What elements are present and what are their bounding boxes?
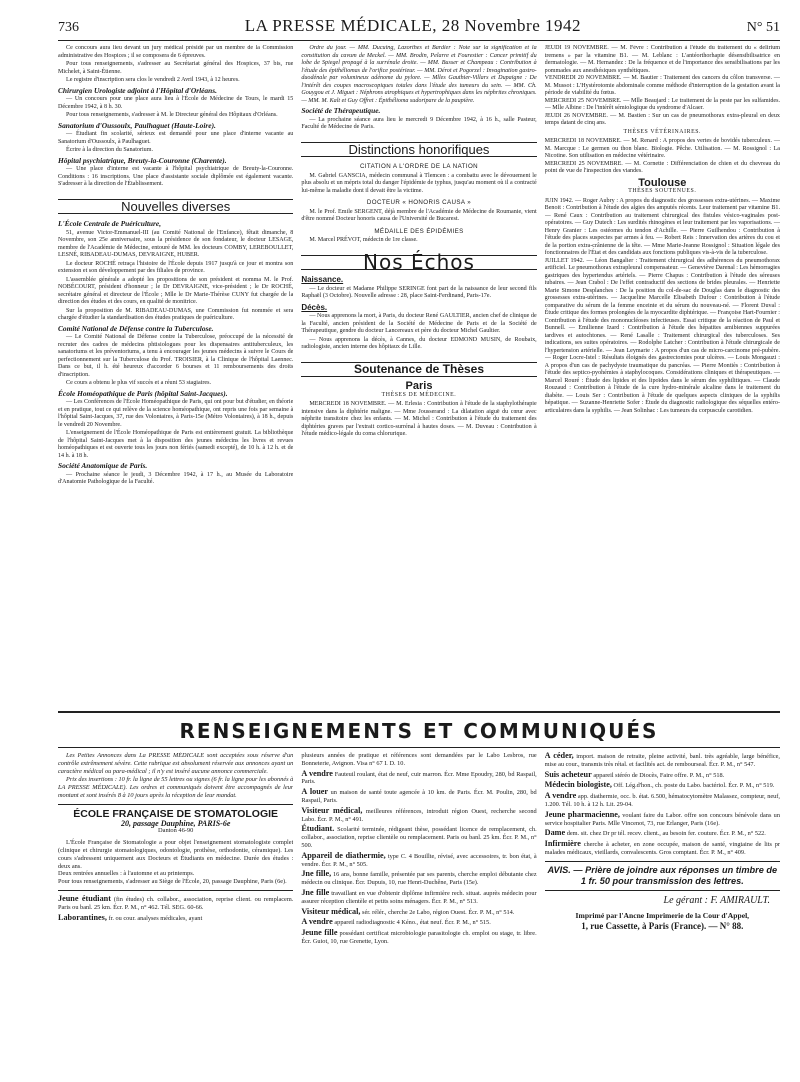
ad-text: (fin études) ch. collabor., association, reprise client. ou remplacem. Paris ou banl. 25 km. Écr. P. M., n° 462. Tél. SEG. 60-66.: [58, 895, 294, 911]
avis-notice: AVIS. — Prière de joindre aux réponses un timbre de 1 fr. 50 pour transmission des lettres.: [545, 861, 780, 891]
paragraph: — Une place d'interne est vacante à l'hôpital psychiatrique de Breuty-la-Couronne. Conditions : 16 inscriptions. Une place d'assistante sociale diplômée est également vacante. S'adresser à la direction de l'Établissement.: [58, 166, 294, 187]
ad-text: voulant faire du Labor. offre son concours bénévole dans un service hospitalier Paris. Mlle Vincenot, 73, rue Erlanger, Paris (16e).: [544, 811, 780, 827]
ad-text: type C. 4 Bouillte, révisé, avec accessoires, tr. bon état, à vendre. Écr. P. M., n° 505.: [301, 852, 537, 868]
ad-item: [301, 918, 536, 927]
ecole-phone: Danton 46-90: [158, 827, 194, 835]
ads-column-1: [58, 752, 293, 1070]
column-3: [545, 45, 780, 707]
toulouse-heading: Toulouse: [638, 176, 687, 189]
ad-head: Infirmière: [544, 839, 581, 849]
ad-item: [301, 908, 536, 917]
ad-head: A louer: [301, 787, 329, 797]
ad-head: Jeune étudiant: [58, 893, 111, 903]
news-title: Société Anatomique de Paris.: [58, 461, 148, 470]
ad-text: Scolarité terminée, rédigeant thèse, possédant licence de remplacement, ch. collabor., association, reprise clientèle ou remplacement. Paris ou banl. 25 km. Écr. P. M., n° 500.: [301, 826, 537, 849]
ad-text: sér. rélér., cherche 2e Labo, région Ouest. Écr. P. M., n° 514.: [362, 908, 515, 916]
ad-head: A vendre: [301, 917, 333, 927]
paragraph: Pour tous renseignements, s'adresser à M. le Directeur général des Hôpitaux d'Orléans.: [66, 112, 278, 118]
ad-text: app. diathermie, occ. b. état. 6.500, hématocytomètre Malassez, compteur, neuf, 1.200. Tél. 10 h. à 12 h. Lit. 29-04.: [544, 793, 780, 808]
ad-text: possédant certificat microbiologie parasitologie ch. emploi ou stage, tr. libre. Écr. Guiot, 10, rue Grenette, Lyon.: [301, 930, 537, 945]
ecole-title: ÉCOLE FRANÇAISE DE STOMATOLOGIE: [73, 807, 279, 820]
ad-item: [545, 752, 780, 769]
paragraph: — Nous apprenons la mort, à Paris, du docteur René GAULTIER, ancien chef de clinique de la Faculté, ancien président de la Société de Médecine de Paris et de la Société de Thérapeutique, gendre du docteur Lancereaux et père du docteur Michel Gaultier.: [301, 313, 537, 334]
paragraph: MERCREDI 18 NOVEMBRE. — M. Erlesia : Contribution à l'étude de la staphylothérapie intensive dans la diphtérie maligne. — Mme Jousserand : La dilatation aiguë du cœur avec néphrite transitoire chez les enfants. — M. Michel : Contribution à l'étude du traitement des diphtéries graves par l'extrait cortico-surrénal à hautes doses. — M. Duveau : Contribution à l'étude médico-légale du coma chlorurique.: [301, 401, 537, 437]
lower-columns: [58, 752, 780, 1070]
news-title: Comité National de Défense contre la Tuberculose.: [58, 323, 214, 333]
paragraph: — Le Comité National de Défense contre la Tuberculose, préoccupé de la nécessité de recruter des cadres de médecins phtisiologues pour les dispensaires antituberculeux, les sanatoriums et les préventoriums, a tenu à encourager les jeunes médecins à suivre le Cours de perfectionnement sur la Tuberculose du Prof. TROISIER, à la Clinique de l'hôpital Laennec. Dans ce but, il h. été heureux d'accorder 6 bourses et 11 remboursements des droits d'inscription.: [58, 334, 294, 378]
paragraph: Ce concours aura lieu devant un jury médical présidé par un membre de la Commission administrative des Hospices ; il se composera de 6 épreuves.: [58, 45, 294, 59]
ads-column-3: [545, 752, 780, 1070]
ad-text: appareil stéréo de Diocès, Faire offre. P. M., n° 518.: [593, 771, 725, 779]
paragraph: Ce cours a obtenu le plus vif succès et a réuni 53 stagiaires.: [66, 380, 212, 386]
ad-head: A céder,: [544, 752, 574, 760]
vet-heading: THÈSES VÉTÉRINAIRES.: [623, 128, 702, 135]
ad-text: 16 ans, bonne famille, présentée par ses parents, cherche emploi débutante chez médecin ou clinique. Écr. Dupuis, 10, rue Henri-Duchêne, Paris (15e).: [301, 871, 537, 887]
nouvelles-diverses-heading: Nouvelles diverses: [58, 199, 293, 215]
paragraph: — Nous apprenons la décès, à Cannes, du docteur EDMOND MUSIN, de Roubaix, radiologiste, ancien interne des hôpitaux de Lille.: [301, 336, 537, 350]
ad-head: Jeune fille: [301, 928, 338, 938]
paragraph: L'enseignement de l'École Homéopathique de Paris est entièrement gratuit. La bibliothèque de l'hôpital Saint-Jacques met à la disposition des jeunes médecins les livres et revues homéopathiques et est ouverte tous les jours non fériés (samedi excepté), de 10 h. à 12 h. et de 14 h. à 18 h.: [58, 430, 294, 459]
ad-item: [545, 811, 780, 828]
upper-columns: [58, 45, 780, 707]
section-divider: [58, 711, 780, 713]
section-title: Sanatorium d'Oussoulx, Paulhaguet (Haute-Loire).: [58, 120, 216, 130]
ad-head: Jeune pharmacienne,: [544, 809, 620, 819]
paragraph: M. Gabriel GANSCIA, médecin communal à Tlemcen : a combattu avec le dévouement le plus absolu et un mépris total du danger l'épidémie de typhus, jusqu'au moment où il a contracté lui-même la maladie dont il devait être la victime.: [301, 172, 537, 194]
paragraph: Les Petites Annonces dans La PRESSE MÉDICALE sont acceptées sous réserve d'un contrôle extrêmement sévère. Cette rubrique est absolument réservée aux annonces ayant un caractère médical ou para-médical ; il n'y est inséré aucune annonce commerciale.: [58, 752, 294, 775]
ad-item: [301, 825, 536, 849]
paragraph: M. le Prof. Emile SERGENT, déjà membre de l'Académie de Médecine de Roumanie, vient d'être nommé Docteur honoris causa de l'Université de Bucarest.: [301, 208, 537, 222]
section-title: Société de Thérapeutique.: [301, 106, 381, 115]
ad-item: [545, 792, 780, 809]
ad-text: fr. ou cour. analyses médicales, ayant: [108, 914, 203, 922]
divider: [58, 890, 293, 891]
printer-credit: [545, 911, 780, 931]
ad-text: import. maison de retraite, pleine activité, banl. très agréable, large bénéfice, mise au cour., transmis très rétal. et facilités act. de rembourseal. Écr. P. M., n° 547.: [544, 753, 780, 768]
paragraph: — Prochaine séance le jeudi, 3 Décembre 1942, à 17 h., au Musée du Laboratoire d'Anatomie Pathologique de la Faculté.: [58, 471, 294, 485]
doctorat-heading: DOCTEUR « HONORIS CAUSA »: [366, 199, 472, 206]
ad-item: [301, 929, 536, 946]
paragraph: 51, avenue Victor-Emmanuel-III (au Comité National de l'Enfance), fêtait dimanche, 8 Novembre, son 25e anniversaire, sous la présidence de son fondateur, le docteur LESAGE, membre de l'Académie de Médecine, entouré de MM. les docteurs COMBY, LEREBOULLET, LESNÉ, RIBADEAU-DUMAS, DEVRAIGNE, HUBER.: [58, 229, 294, 258]
paris-subheading: THÈSES DE MÉDECINE.: [381, 391, 457, 398]
ad-head: Dame: [544, 828, 566, 838]
ad-head: Suis acheteur: [544, 769, 592, 779]
paragraph: — Un concours pour une place aura lieu à l'École de Médecine de Tours, le mardi 15 Décembre 1942, à 8 h. 30.: [58, 96, 294, 110]
header-rule: [58, 40, 780, 41]
soutenance-heading: Soutenance de Thèses: [301, 362, 536, 378]
ad-item: [301, 852, 536, 869]
paragraph: Écrire à la direction du Sanatorium.: [66, 147, 153, 153]
ad-head: Laborantines,: [58, 912, 107, 922]
naissance-heading: Naissance.: [301, 275, 344, 284]
ad-head: Médecin biologiste,: [544, 780, 612, 790]
citation-heading: CITATION A L'ORDRE DE LA NATION: [359, 163, 479, 170]
section-title: Hôpital psychiatrique, Breuty-la-Couronne (Charente).: [58, 155, 227, 165]
printer-line-2: 1, rue Cassette, à Paris (France). — N° 88.: [581, 920, 744, 931]
ad-head: Appareil de diathermie,: [301, 850, 386, 860]
section-title: Chirurgien Urologiste adjoint à l'Hôpital d'Orléans.: [58, 85, 217, 95]
page-number: 736: [58, 20, 79, 35]
ad-item: [58, 895, 293, 912]
nos-echos-heading: Nos Échos: [301, 255, 536, 271]
ad-head: Visiteur médical,: [301, 805, 363, 815]
page-header: [58, 16, 780, 38]
paragraph: M. Marcel PRÉVOT, médecin de 1re classe.: [309, 237, 418, 243]
ad-head: Jne fille: [301, 887, 330, 897]
ad-text: cherche à acheter, en zone occupée, maison de santé, vingtaine de lits pr malades médicaux, vieillards, convalescents. Gros comptant. Écr. P. M., n° 409.: [544, 841, 780, 856]
ad-text: plusieurs années de pratique et références sont demandées par le Labo Lesbros, rue Bonneterie, Avignon. Visa n° 67 I. D. 10.: [301, 752, 537, 767]
paragraph: MERCREDI 18 NOVEMBRE. — M. Renard : A propos des vertes de bovidés tuberculeux. — M. Marcque : Le germen ou thon blanc. Biologie. Pêche. Utilisation. — M. Rossignol : La Nicotine. Son utilisation en médecine vétérinaire. MERCREDI 25 NOVEMBRE. — M. Cornette : Différenciation de chien et du chevreau du point de vue de l'inspection des viandes.: [544, 138, 780, 174]
paragraph: Le docteur ROCHÉ retraça l'histoire de l'École depuis 1917 jusqu'à ce jour et montra son extension et son développement par des filiales de province.: [58, 260, 294, 274]
distinctions-heading: Distinctions honorifiques: [301, 142, 536, 158]
ad-text: un maison de santé toute agencée à 10 km. de Paris. Écr. M. Poulin, 280, bd Raspail, Paris.: [301, 789, 537, 804]
ad-head: A vendre: [544, 791, 577, 801]
gerant-signature: Le gérant : F. AMIRAULT.: [663, 894, 770, 906]
ad-item: [301, 889, 536, 906]
column-1: [58, 45, 293, 707]
ad-head: Jne fille,: [301, 869, 332, 879]
ad-item: [58, 914, 293, 923]
ad-text: Off. Lég.d'hon., ch. poste du Labo. bactériol. Écr. P. M., n° 519.: [613, 782, 775, 790]
ad-item: [301, 788, 536, 805]
paragraph: JUIN 1942. — Roger Aubry : A propos du diagnostic des grossesses extra-utérines. — Maxime Benoit : Contribution à l'étude des algies des amputés récents. Leur traitement par vitamine B1. — René Caux : Contribution au traitement chirurgical des fistules vésico-vaginales post-opératoires. — Guy Dutech : Les surdités rhinogènes et leur traitement par les vaporisations. — Henry Granier : Les ostéomes du tendon d'Achille. — Pierre Guilhendou : Contribution à l'étude des places suspectes par armes à feu. — Robert Reis : Innervation des artères du cou et de la portion extra-crânienne de la tête. — Mme Marie-Jeanne Rossignol : Situation légale des fonctionnaires de l'État et des candidats aux fonctions publiques vis-à-vis de la tuberculose. JUILLET 1942. — Léon Bangalier : Traitement chirurgical des adhérences du pneumothorax artificiel. Le pneumothorax extrapleural compensateur. — Geneviève Darenal : Les hémorragies gastriques des hypertendus artériels. — Pierre Chapus : Contribution à l'étude des séreuses tubaires. — Jean Crabol : De l'effet contraductif des sections de brides pleurales. — Henriette Marie Simone Desplanches : De la position du col-de-sac de Douglas dans le diagnostic des grossesses extra-utérines. — Jacqueline Marcelle Elisabeth Dufour : Contribution à l'étude comparative du sérum de la femme enceinte et du sérum du nouveau-né. — Florent Duval : Étude critique des formes prolongées de la myocardite diphtérique. — Françoise Hart-Fournier : Contribution à l'étude des mononucléoses infectieuses. Essai critique de la réaction de Paul et Bunnell. — Emilienne Izard : Contribution à l'étude des hépatites amibiennes suppurées tardives et autochtones. — René Lasalle : Traitement chirurgical des tuberculoses. Ses indications, ses suites opératoires. — Rodolphe Latcher : Contribution à l'étude chirurgicale de l'hypertension artérielle. — Jean Leymarie : A propos d'un cas de micro-carcinome pré-pubère. — Roger Locre-Istel : Résultats éloignés des gastrectomies pour ulcères. — Louis Mongauzi : A propos d'un cas de pachydyste traumatique du pancréas. — Pierre Montiès : Contribution à l'étude des septico-pyohémies à staphylocoques. Considérations cliniques et thérapeutiques. — Marcel Rouré : Étude des lipides et des lipoïdes dans le sérum des syphilitiques. — Claude Rouzaud : Contribution à l'étude de la cure hydro-minérale alcaline dans le traitement du diabète. — Louis Ser : Contribution à l'étude de quelques aspects cliniques de la syphilis hépatique. — Suzanne-Henriette Sofer : Étude du diagnostic radiologique des séquelles entéro-articulaires dans la syphilis. — Jean Solinhac : Les tumeurs du corpuscule carotidien.: [544, 197, 780, 414]
ad-text: dem. sit. chez Dr pr tél. recev. client., au besoin fer. couture. Écr. P. M., n° 522.: [566, 830, 766, 838]
divider: [58, 804, 293, 805]
paragraph: — Le docteur et Madame Philippe SERINGE font part de la naissance de leur second fils Raphaël (3 Octobre). Nouvelle adresse : 28, place Saint-Ferdinand, Paris-17e.: [301, 285, 537, 299]
ad-head: Étudiant.: [301, 824, 335, 834]
medaille-heading: MÉDAILLE DES ÉPIDÉMIES: [374, 227, 464, 235]
ad-head: Visiteur médical,: [301, 906, 361, 916]
ad-text: appareil radiodiagnostic 4 Kéno., état neuf. Écr. P. M., n° 515.: [334, 919, 491, 927]
renseignements-heading: RENSEIGNEMENTS ET COMMUNIQUÉS: [179, 719, 659, 743]
paragraph: Ordre du jour. — MM. Ducuing, Lazorthes et Bardier : Note sur la signification et la constitution du cavum de Meckel. — MM. Brodin, Pelarre et Fourestier : Cancer primitif du lobe de Spiegel propagé à la surrénale droite. — MM. Busser et Champeau : Contribution à l'étude des épithéliomas de l'orifice postérieur. — MM. Dérot et Pogorzel : Invagination gastro-duodénale par volumineux adénome du pylore. — Mlles Gauthier-Villars et Dupaigne : De l'intérêt des coupes macroscopiques totales dans l'étude des tumeurs du sein. — MM. Ch. Gouygou et J. Miguet : Néphrons atrophiques et hypertrophiques dans les néphrites chroniques. — MM. M. Kalt et Guy Offret : Épithélioma sudoripare de la paupière.: [301, 45, 537, 104]
ad-item: [545, 771, 780, 780]
toulouse-subheading: THÈSES SOUTENUES.: [628, 188, 697, 194]
paragraph: — Étudiant fin scolarité, sérieux est demandé pour une place d'interne vacante au Sanatorium d'Oussoulx, à Paulhaguet.: [58, 131, 294, 145]
paragraph: — La prochaine séance aura lieu le mercredi 9 Décembre 1942, à 16 h., salle Pasteur, Faculté de Médecine de Paris.: [301, 116, 537, 130]
paragraph: Pour tous renseignements, s'adresser au Secrétariat général des Hospices, 37 bis, rue Michelet, à Saint-Étienne.: [58, 61, 294, 75]
paragraph: Prix des insertions : 10 fr. la ligne de 55 lettres ou signes (6 fr. la ligne pour les abonnés à LA PRESSE MÉDICALE). Les ordres et communiqués doivent être accompagnés de leur montant et sont insérés 8 à 10 jours après la réception de leur mandat.: [58, 776, 294, 799]
ad-text: travaillant en vue d'obtenir diplôme infirmière rech. situat. auprès médecin pour assurer réception clientèle et petits soins ménagers. Écr. P. M., n° 513.: [301, 889, 537, 905]
deces-heading: Décès.: [301, 302, 328, 312]
column-2: [301, 45, 536, 707]
printer-line-1: Imprimé par l'Ancne Imprimerie de la Cour d'Appel,: [575, 910, 750, 920]
news-title: École Homéopathique de Paris (hôpital Saint-Jacques).: [58, 388, 228, 398]
ad-item: [301, 770, 536, 787]
ad-text: Fauteuil roulant, état de neuf, cuir marron. Écr. Mme Epoudry, 280, bd Raspail, Paris.: [301, 770, 537, 786]
ad-item: [545, 781, 780, 790]
journal-title: LA PRESSE MÉDICALE, 28 Novembre 1942: [244, 16, 582, 35]
paragraph: Sur la proposition de M. RIBADEAU-DUMAS, une Commission fut nommée et sera chargée d'étudier la standardisation des études pratiques de puériculture.: [58, 307, 294, 321]
ads-column-2: [301, 752, 536, 1070]
issue-number: N° 51: [746, 20, 780, 35]
paragraph: L'École Française de Stomatologie a pour objet l'enseignement stomatologiste complet (clinique et chirurgie stomatologiques, odontologie, prothèse, orthodontie, céramique). Les cours s'adressent uniquement aux Docteurs et Étudiants en médecine. Durée des études : deux ans. Deux rentrées annuelles : à l'automne et au printemps. Pour tous renseignements, s'adresser au Siège de l'École, 20, passage Dauphine, Paris (6e).: [58, 839, 294, 886]
ad-item: [301, 807, 536, 824]
paragraph: L'assemblée générale a adopté les propositions de son président et nomma M. le Prof. NOBÉCOURT, président d'honneur ; le Dr DEVRAIGNE, vice-président ; le Dr ROCHÉ, secrétaire général et directeur de l'École ; Mlle le Dr Marie-Thérèse CUNY fut chargée de la direction des études et des cours, en qualité de monitrice.: [58, 276, 294, 305]
section-divider: [58, 747, 780, 748]
ad-item: [301, 870, 536, 887]
ad-item: [545, 829, 780, 838]
paragraph: Le registre d'inscription sera clos le vendredi 2 Avril 1943, à 12 heures.: [66, 77, 240, 83]
ad-item: [545, 840, 780, 857]
ad-head: A vendre: [301, 768, 333, 778]
paragraph: — Les Conférences de l'École Homéopathique de Paris, qui ont pour but d'étudier, en théorie et en pratique, tout ce qui relève de la science homéopathique, ont repris une fois par semaine à l'hôpital Saint-Jacques, 37, rue des Volontaires, à Paris-15e (Métro Volontaires), à 18 h., depuis le vendredi 20 Novembre.: [58, 399, 294, 428]
news-title: L'École Centrale de Puériculture,: [58, 219, 162, 228]
ad-text: meilleures références, introduit région Ouest, recherche second Labo. Écr. P. M., n° 491.: [301, 807, 537, 823]
paris-heading: Paris: [405, 380, 433, 392]
ad-item: [301, 752, 536, 768]
ecole-address: 20, passage Dauphine, PARIS-6e: [120, 818, 231, 828]
paragraph: JEUDI 19 NOVEMBRE. — M. Fèvre : Contribution à l'étude du traitement du « delirium tremens » par la vitamine B1. — M. Leblanc : L'antéorthorhapie désensibilisatrice en dermatologie. — M. Hernandez : De la fréquence et de l'importance des sensibilisations par les pommades aux anesthésiques synthétiques. VENDREDI 20 NOVEMBRE. — M. Bautier : Traitement des cancers du côlon transverse. — M. Mussot : L'Hystérotomie abdominale comme méthode d'interruption de la gestation avant la période de viabilité du fœtus. MERCREDI 25 NOVEMBRE. — Mlle Beaujard : Le traitement de la peste par les sulfamides. — Mlle Albine : De l'intérêt sémiologique du syndrome d'Alcaer. JEUDI 26 NOVEMBRE. — M. Bastien : Sur un cas de pneumothorax extra-pleural en deux temps datant de cinq ans.: [544, 45, 780, 126]
